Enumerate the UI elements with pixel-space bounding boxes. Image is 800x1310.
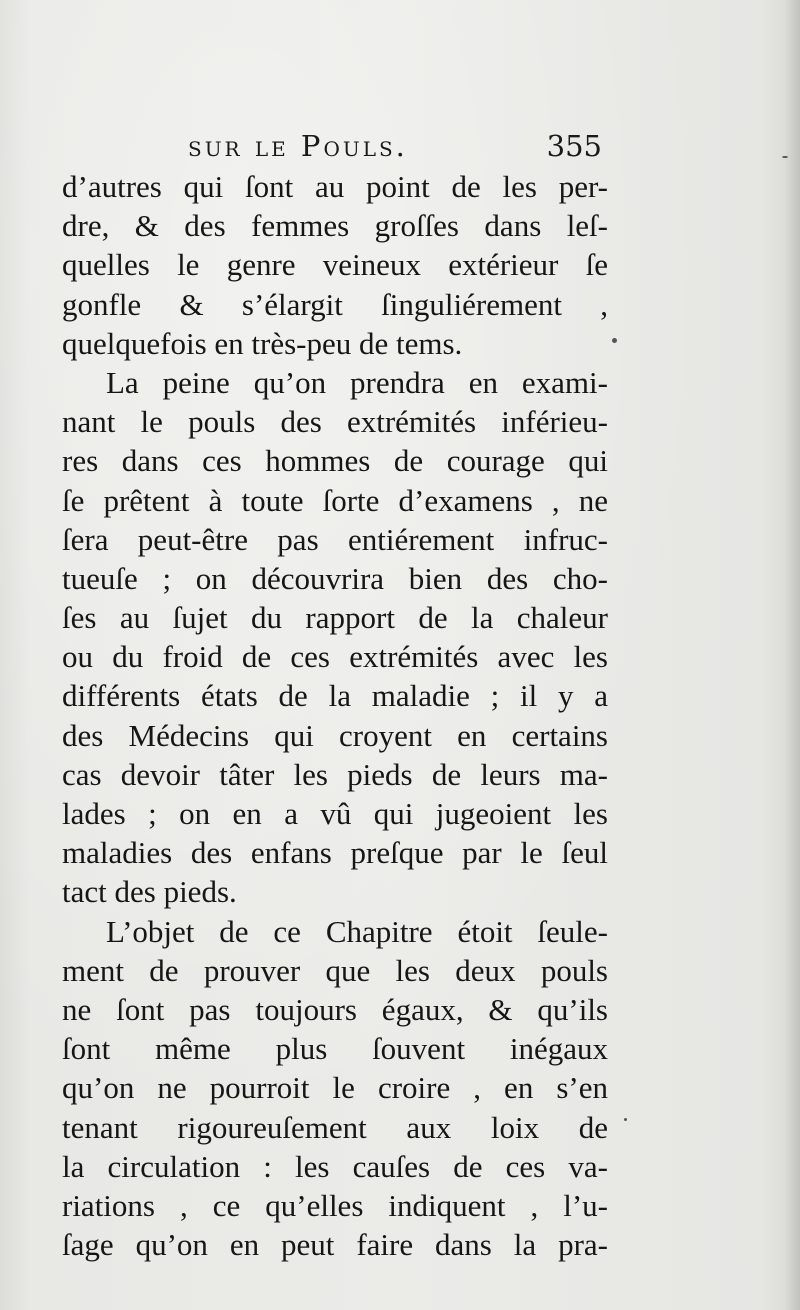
- page-number: 355: [546, 129, 602, 163]
- text-line: dre, & des femmes groſſes dans leſ-: [62, 208, 608, 244]
- body-text: [62, 167, 608, 1264]
- text-line: riations , ce qu’elles indiquent , l’u-: [62, 1187, 608, 1223]
- running-title: sur le Pouls.: [188, 129, 408, 163]
- ink-speck: [624, 1118, 627, 1121]
- text-line: ſont même plus ſouvent inégaux: [62, 1031, 608, 1067]
- text-line: lades ; on en a vû qui jugeoient les: [62, 796, 608, 831]
- text-line: ſera peut-être pas entiérement infruc-: [62, 521, 608, 557]
- text-line: res dans ces hommes de courage qui: [62, 443, 608, 479]
- text-line: ſage qu’on en peut faire dans la pra-: [62, 1227, 608, 1263]
- paragraph-start-line: La peine qu’on prendra en exami-: [106, 364, 608, 400]
- text-line: cas devoir tâter les pieds de leurs ma-: [62, 756, 608, 792]
- text-line: ſes au ſujet du rapport de la chaleur: [62, 600, 608, 636]
- text-line: des Médecins qui croyent en certains: [62, 717, 608, 753]
- text-line: différents états de la maladie ; il y a: [62, 678, 608, 714]
- text-line: tueuſe ; on découvrira bien des cho-: [62, 560, 608, 596]
- paragraph-start-line: L’objet de ce Chapitre étoit ſeule-: [106, 913, 608, 949]
- text-line: la circulation : les cauſes de ces va-: [62, 1148, 608, 1184]
- text-line: gonfle & s’élargit ſinguliérement ,: [62, 286, 608, 322]
- text-line: nant le pouls des extrémités inférieu-: [62, 404, 608, 440]
- text-line: qu’on ne pourroit le croire , en s’en: [62, 1070, 608, 1106]
- page-edge-shadow: [784, 0, 800, 1310]
- text-line: ment de prouver que les deux pouls: [62, 952, 608, 988]
- text-line: quelles le genre veineux extérieur ſe: [62, 247, 608, 283]
- ink-speck: [612, 338, 617, 343]
- text-line: ne ſont pas toujours égaux, & qu’ils: [62, 991, 608, 1027]
- text-line: ſe prêtent à toute ſorte d’examens , ne: [62, 482, 608, 518]
- text-line: tact des pieds.: [62, 874, 237, 910]
- text-line: ou du froid de ces extrémités avec les: [62, 639, 608, 675]
- text-line: quelquefois en très-peu de tems.: [62, 325, 463, 361]
- text-line: tenant rigoureuſement aux loix de: [62, 1109, 608, 1145]
- text-line: maladies des enfans preſque par le ſeul: [62, 835, 608, 871]
- ink-speck: [782, 156, 788, 158]
- text-line: d’autres qui ſont au point de les per-: [62, 169, 608, 204]
- page-header: [188, 126, 608, 170]
